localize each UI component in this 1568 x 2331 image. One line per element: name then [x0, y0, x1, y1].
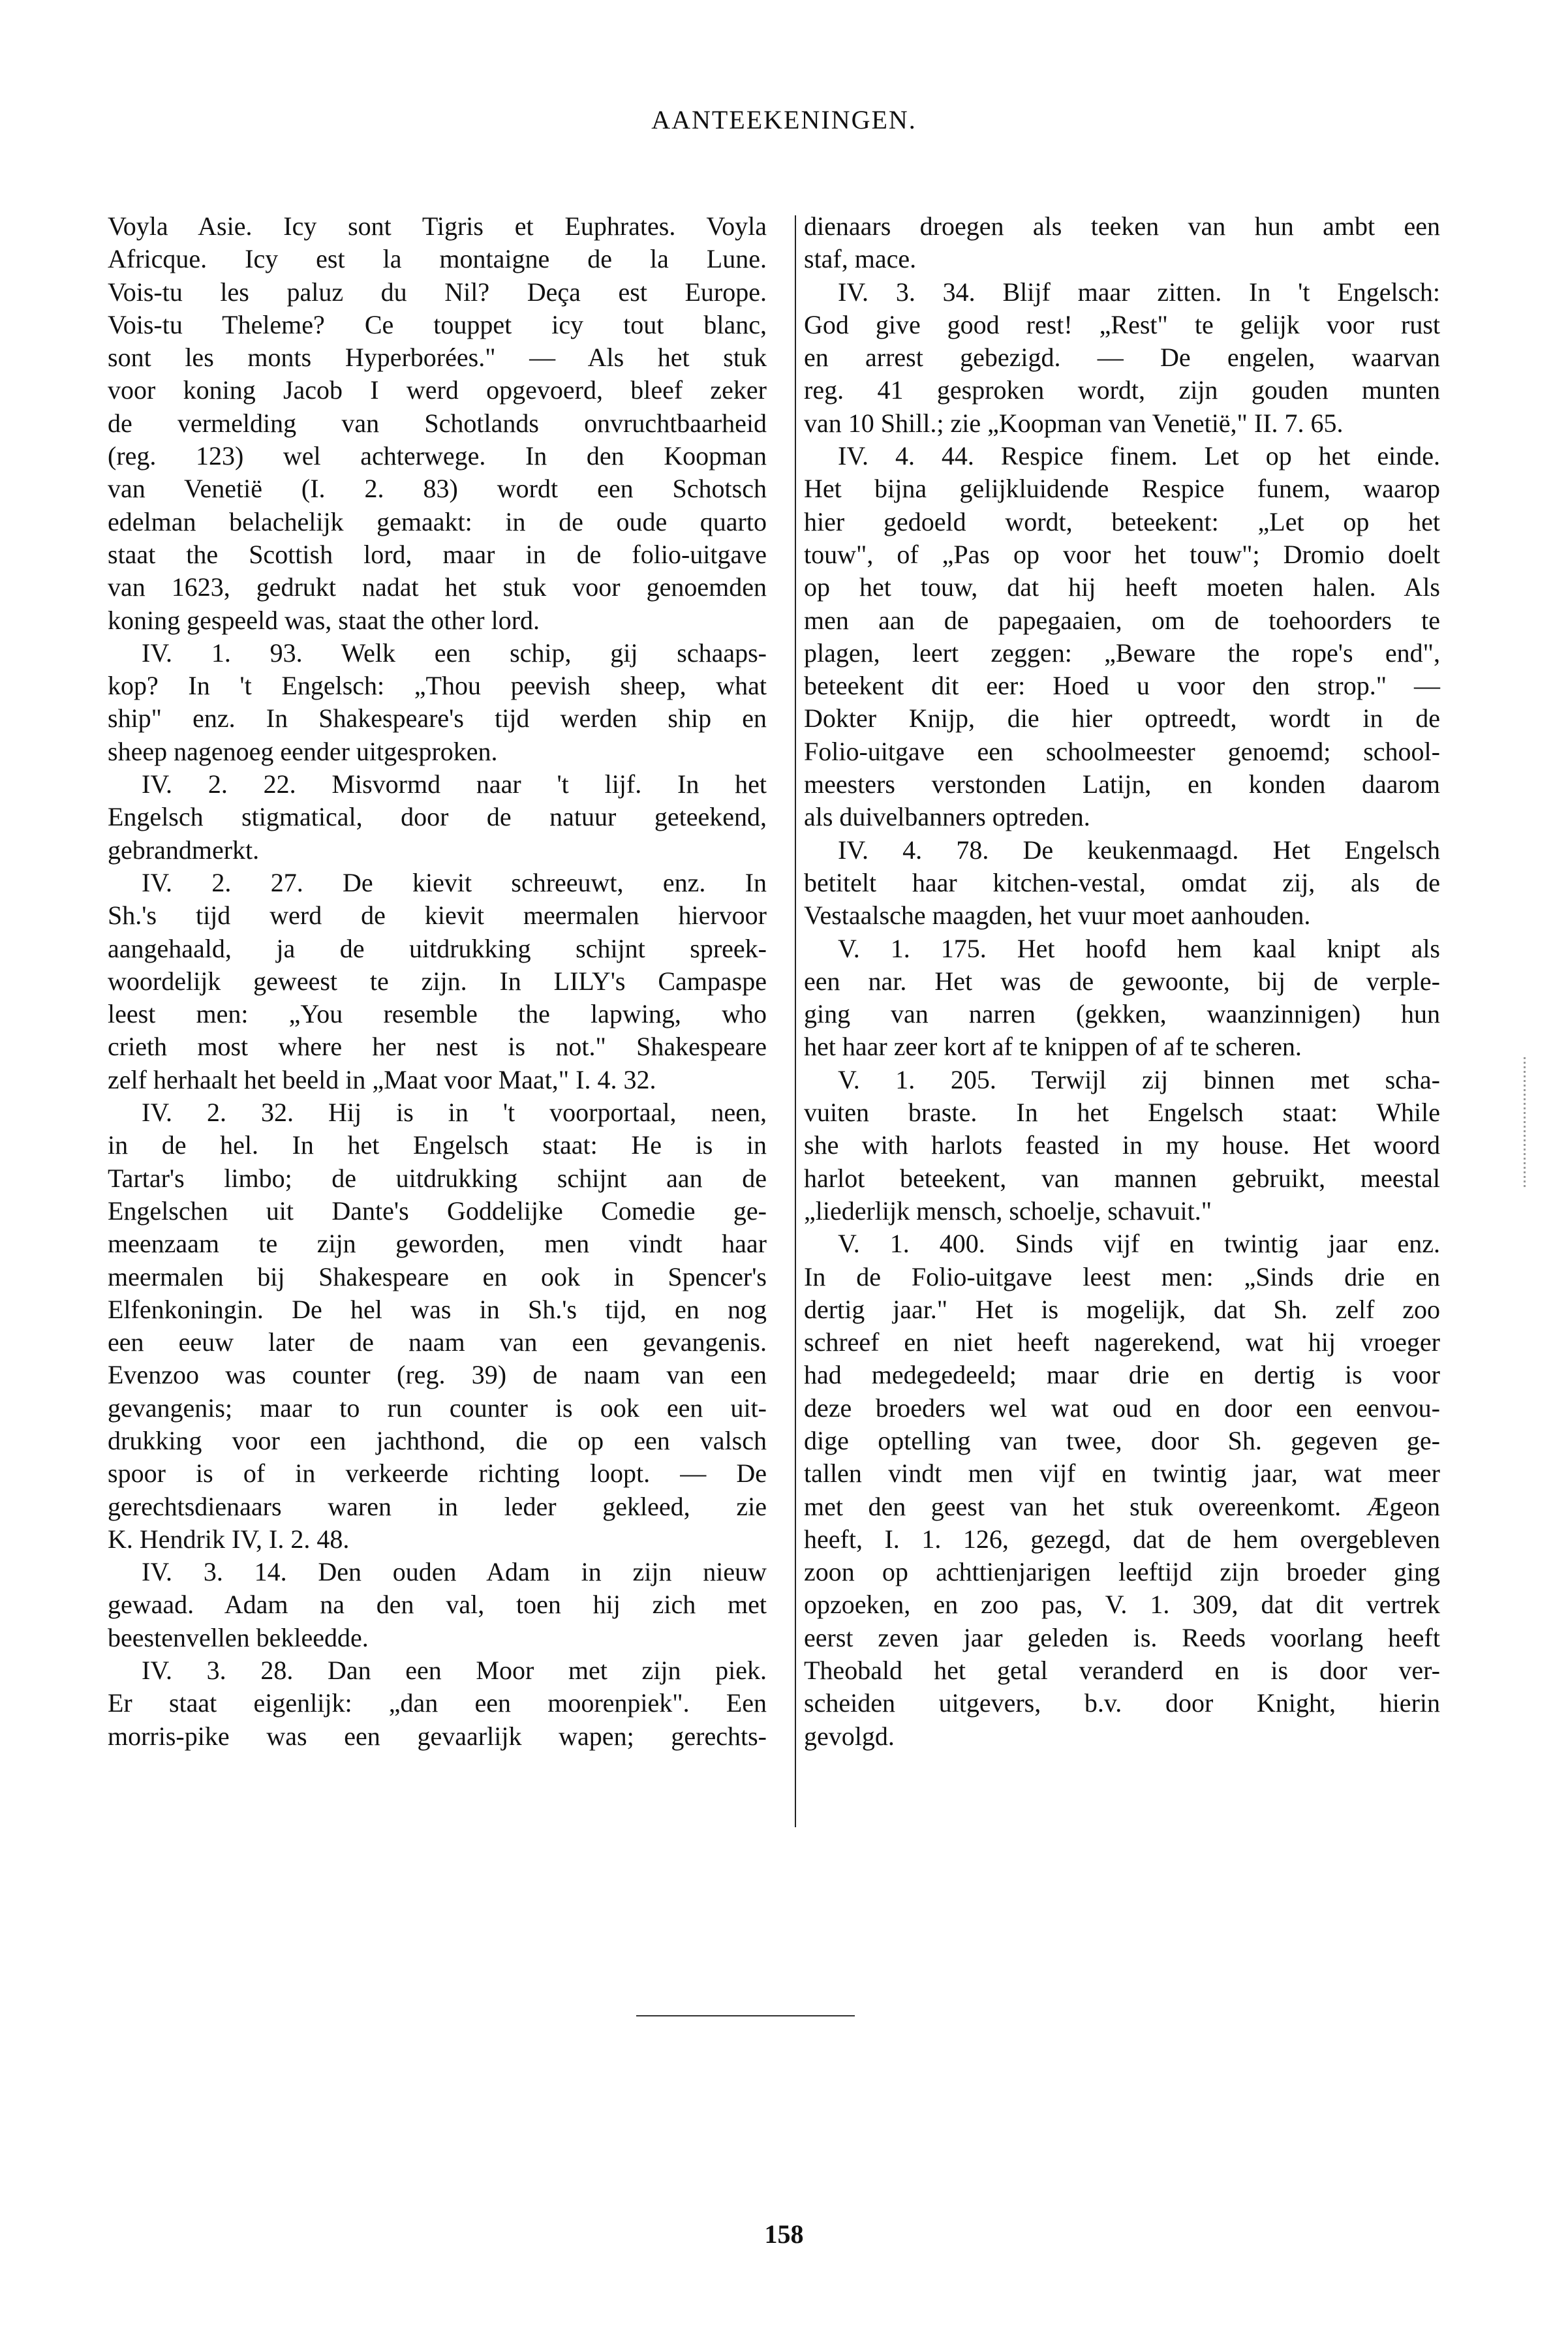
text-line: beteekent dit eer: Hoed u voor den strop." — [804, 671, 1440, 701]
note-entry-start: V. 1. 400. Sinds vijf en twintig jaar enz. [838, 1229, 1440, 1259]
text-line: Elfenkoningin. De hel was in Sh.'s tijd, en nog [108, 1294, 767, 1324]
left-column [108, 210, 767, 1753]
text-line: she with harlots feasted in my house. Het woord [804, 1130, 1440, 1160]
text-line: opzoeken, en zoo pas, V. 1. 309, dat dit vertrek [804, 1590, 1440, 1620]
text-line: zoon op achttienjarigen leeftijd zijn broeder ging [804, 1557, 1440, 1587]
text-line: tallen vindt men vijf en twintig jaar, wat meer [804, 1459, 1440, 1489]
text-line: aangehaald, ja de uitdrukking schijnt spreek- [108, 933, 767, 963]
text-line: voor koning Jacob I werd opgevoerd, bleef zeker [108, 375, 767, 405]
text-line: dertig jaar." Het is mogelijk, dat Sh. zelf zoo [804, 1294, 1440, 1324]
text-line: sont les monts Hyperborées." — Als het stuk [108, 343, 767, 373]
text-line: Africque. Icy est la montaigne de la Lune. [108, 244, 767, 274]
text-line: Theobald het getal veranderd en is door ver- [804, 1656, 1440, 1686]
text-line: gewaad. Adam na den val, toen hij zich met [108, 1590, 767, 1620]
running-head: AANTEEKENINGEN. [651, 105, 917, 134]
text-line: meermalen bij Shakespeare en ook in Spencer's [108, 1261, 767, 1291]
note-entry-start: IV. 4. 78. De keukenmaagd. Het Engelsch [838, 835, 1440, 865]
text-line: Evenzoo was counter (reg. 39) de naam van een [108, 1360, 767, 1390]
note-entry-start: IV. 3. 28. Dan een Moor met zijn piek. [142, 1656, 767, 1686]
text-line: van 1623, gedrukt nadat het stuk voor genoemden [108, 572, 767, 602]
text-line: een nar. Het was de gewoonte, bij de verple- [804, 966, 1440, 996]
note-entry-start: IV. 3. 34. Blijf maar zitten. In 't Engelsch: [838, 277, 1440, 307]
text-line: gevolgd. [804, 1721, 895, 1751]
text-line: God give good rest! „Rest" te gelijk voor rust [804, 309, 1440, 339]
text-line: de vermelding van Schotlands onvruchtbaarheid [108, 408, 767, 438]
text-line: touw", of „Pas op voor het touw"; Dromio doelt [804, 539, 1440, 569]
text-line: Engelsch stigmatical, door de natuur geteekend, [108, 802, 767, 832]
text-line: leest men: „You resemble the lapwing, who [108, 999, 767, 1029]
text-line: vuiten braste. In het Engelsch staat: While [804, 1098, 1440, 1128]
text-line: K. Hendrik IV, I. 2. 48. [108, 1524, 350, 1554]
text-line: het haar zeer kort af te knippen of af te scheren. [804, 1032, 1302, 1062]
text-line: scheiden uitgevers, b.v. door Knight, hierin [804, 1688, 1440, 1718]
text-line: staat the Scottish lord, maar in de folio-uitgave [108, 539, 767, 569]
note-entry-start: V. 1. 175. Het hoofd hem kaal knipt als [838, 933, 1440, 963]
text-line: meenzaam te zijn geworden, men vindt haar [108, 1229, 767, 1259]
bottom-rule [636, 2015, 855, 2016]
text-line: heeft, I. 1. 126, gezegd, dat de hem overgebleven [804, 1524, 1440, 1554]
text-line: koning gespeeld was, staat the other lord. [108, 605, 540, 635]
text-line: had medegedeeld; maar drie en dertig is voor [804, 1360, 1440, 1390]
note-entry-start: IV. 1. 93. Welk een schip, gij schaaps- [142, 638, 767, 668]
text-line: ging van narren (gekken, waanzinnigen) hun [804, 999, 1440, 1029]
right-column [804, 210, 1440, 1753]
note-entry-start: IV. 2. 32. Hij is in 't voorportaal, neen, [142, 1098, 767, 1128]
text-line: schreef en niet heeft nagerekend, wat hij vroeger [804, 1327, 1440, 1357]
text-line: Engelschen uit Dante's Goddelijke Comedie ge- [108, 1196, 767, 1226]
text-line: (reg. 123) wel achterwege. In den Koopman [108, 441, 767, 471]
text-line: drukking voor een jachthond, die op een valsch [108, 1425, 767, 1455]
text-line: staf, mace. [804, 244, 917, 274]
text-line: Er staat eigenlijk: „dan een moorenpiek". Een [108, 1688, 767, 1718]
note-entry-start: V. 1. 205. Terwijl zij binnen met scha- [838, 1064, 1440, 1094]
note-entry-start: IV. 3. 14. Den ouden Adam in zijn nieuw [142, 1557, 767, 1587]
text-line: op het touw, dat hij heeft moeten halen. Als [804, 572, 1440, 602]
scan-margin-mark [1524, 1057, 1526, 1188]
text-line: men aan de papegaaien, om de toehoorders te [804, 605, 1440, 635]
text-line: Sh.'s tijd werd de kievit meermalen hiervoor [108, 901, 767, 931]
text-line: Dokter Knijp, die hier optreedt, wordt in de [804, 703, 1440, 733]
text-line: spoor is of in verkeerde richting loopt. — De [108, 1459, 767, 1489]
text-line: In de Folio-uitgave leest men: „Sinds drie en [804, 1261, 1440, 1291]
text-line: dige optelling van twee, door Sh. gegeven ge- [804, 1425, 1440, 1455]
text-line: in de hel. In het Engelsch staat: He is in [108, 1130, 767, 1160]
text-line: een eeuw later de naam van een gevangenis. [108, 1327, 767, 1357]
text-line: harlot beteekent, van mannen gebruikt, meestal [804, 1163, 1440, 1193]
text-line: woordelijk geweest te zijn. In LILY's Campaspe [108, 966, 767, 996]
text-line: deze broeders wel wat oud en door een eenvou- [804, 1393, 1440, 1423]
text-line: Het bijna gelijkluidende Respice funem, waarop [804, 474, 1440, 504]
text-line: eerst zeven jaar geleden is. Reeds voorlang heeft [804, 1622, 1440, 1652]
text-line: hier gedoeld wordt, beteekent: „Let op het [804, 506, 1440, 536]
text-line: morris-pike was een gevaarlijk wapen; gerechts- [108, 1721, 767, 1751]
text-line: gerechtsdienaars waren in leder gekleed, zie [108, 1491, 767, 1521]
text-line: crieth most where her nest is not." Shakespeare [108, 1032, 767, 1062]
text-line: Tartar's limbo; de uitdrukking schijnt aan de [108, 1163, 767, 1193]
text-line: als duivelbanners optreden. [804, 802, 1090, 832]
text-line: van Venetië (I. 2. 83) wordt een Schotsch [108, 474, 767, 504]
text-line: Folio-uitgave een schoolmeester genoemd; school- [804, 736, 1440, 766]
text-line: meesters verstonden Latijn, en konden daarom [804, 769, 1440, 799]
text-line: gevangenis; maar to run counter is ook een uit- [108, 1393, 767, 1423]
text-line: sheep nagenoeg eender uitgesproken. [108, 736, 498, 766]
text-line: reg. 41 gesproken wordt, zijn gouden munten [804, 375, 1440, 405]
note-entry-start: IV. 2. 22. Misvormd naar 't lijf. In het [142, 769, 767, 799]
text-line: met den geest van het stuk overeenkomt. Ægeon [804, 1491, 1440, 1521]
text-line: plagen, leert zeggen: „Beware the rope's end", [804, 638, 1440, 668]
text-line: Vois-tu Theleme? Ce touppet icy tout blanc, [108, 309, 767, 339]
text-line: Vestaalsche maagden, het vuur moet aanhouden. [804, 901, 1311, 931]
text-line: Voyla Asie. Icy sont Tigris et Euphrates. Voyla [108, 211, 767, 241]
text-line: „liederlijk mensch, schoelje, schavuit." [804, 1196, 1212, 1226]
text-line: betitelt haar kitchen-vestal, omdat zij, als de [804, 867, 1440, 897]
note-entry-start: IV. 4. 44. Respice finem. Let op het einde. [838, 441, 1440, 471]
text-line: beestenvellen bekleedde. [108, 1622, 369, 1652]
text-line: gebrandmerkt. [108, 835, 260, 865]
text-line: en arrest gebezigd. — De engelen, waarvan [804, 343, 1440, 373]
text-line: dienaars droegen als teeken van hun ambt een [804, 211, 1440, 241]
text-line: Vois-tu les paluz du Nil? Deça est Europe. [108, 277, 767, 307]
text-line: edelman belachelijk gemaakt: in de oude quarto [108, 506, 767, 536]
text-line: kop? In 't Engelsch: „Thou peevish sheep, what [108, 671, 767, 701]
note-entry-start: IV. 2. 27. De kievit schreeuwt, enz. In [142, 867, 767, 897]
column-divider [795, 215, 796, 1827]
text-line: ship" enz. In Shakespeare's tijd werden ship en [108, 703, 767, 733]
page-number: 158 [764, 2219, 804, 2249]
text-line: zelf herhaalt het beeld in „Maat voor Maat," I. 4. 32. [108, 1064, 656, 1094]
text-line: van 10 Shill.; zie „Koopman van Venetië," II. 7. 65. [804, 408, 1344, 438]
